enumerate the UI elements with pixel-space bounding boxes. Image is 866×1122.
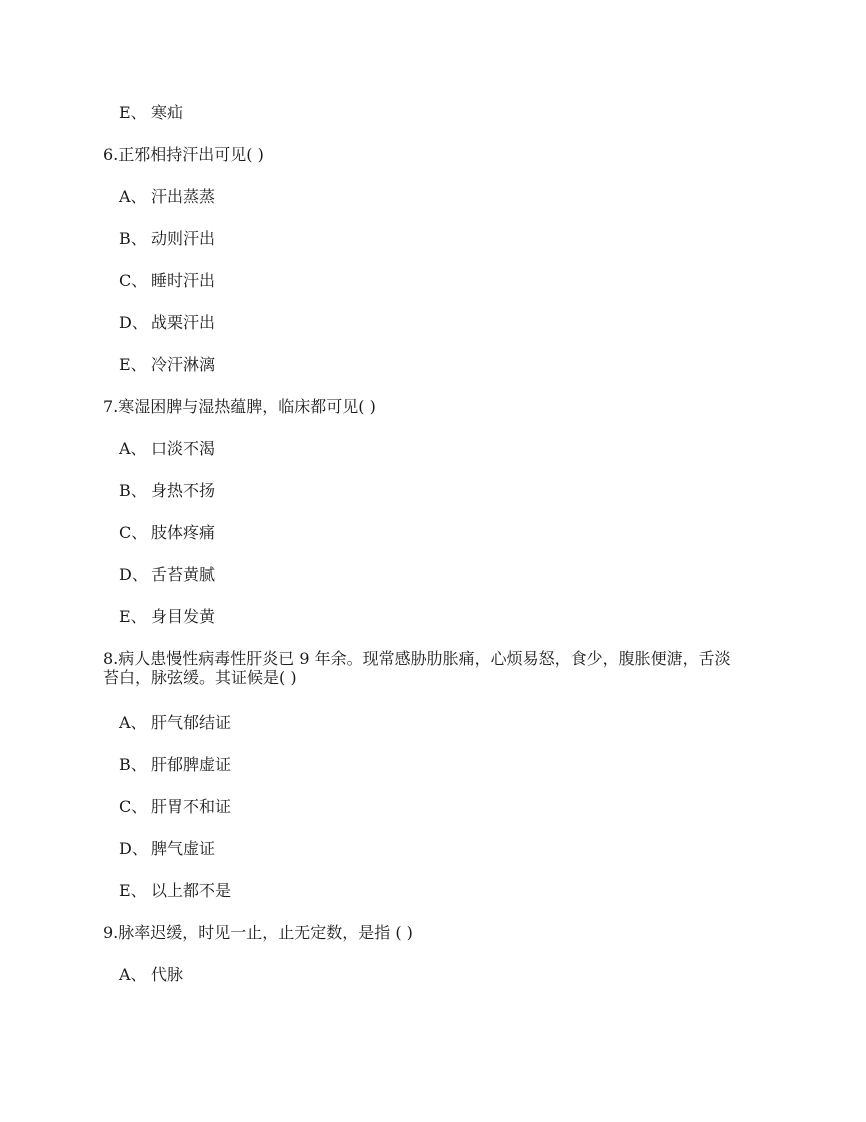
option-e-q8	[119, 881, 231, 900]
option-text: 脾气虚证	[151, 839, 216, 858]
option-letter: E、	[119, 607, 147, 626]
option-text: 舌苔黄腻	[151, 565, 216, 584]
question-7: 7.寒湿困脾与湿热蕴脾，临床都可见( )	[103, 397, 376, 416]
option-letter: C、	[119, 271, 148, 290]
option-letter: E、	[119, 103, 147, 122]
option-text: 冷汗淋漓	[151, 355, 216, 374]
option-d-q7	[119, 565, 215, 584]
option-text: 寒疝	[151, 103, 184, 122]
option-e-q6	[119, 355, 215, 374]
option-letter: B、	[119, 755, 147, 774]
option-e-q5	[119, 103, 183, 122]
option-e-q7	[119, 607, 215, 626]
option-letter: D、	[119, 565, 148, 584]
option-d-q6	[119, 313, 215, 332]
option-text: 肝郁脾虚证	[151, 755, 232, 774]
option-letter: A、	[119, 965, 147, 984]
option-letter: E、	[119, 355, 147, 374]
option-a-q7	[119, 439, 215, 458]
option-c-q8	[119, 797, 231, 816]
option-text: 身目发黄	[151, 607, 216, 626]
option-d-q8	[119, 839, 215, 858]
option-text: 战栗汗出	[151, 313, 216, 332]
option-letter: B、	[119, 229, 147, 248]
question-9: 9.脉率迟缓，时见一止，止无定数，是指 ( )	[103, 923, 413, 942]
option-letter: E、	[119, 881, 147, 900]
option-letter: C、	[119, 523, 148, 542]
option-letter: A、	[119, 187, 147, 206]
option-letter: D、	[119, 839, 148, 858]
option-text: 身热不扬	[151, 481, 216, 500]
option-text: 肝气郁结证	[151, 713, 232, 732]
question-8-line-2: 苔白，脉弦缓。其证候是( )	[103, 668, 297, 687]
option-text: 睡时汗出	[151, 271, 216, 290]
option-letter: C、	[119, 797, 148, 816]
option-text: 肢体疼痛	[151, 523, 216, 542]
option-text: 代脉	[151, 965, 184, 984]
option-a-q8	[119, 713, 231, 732]
option-b-q7	[119, 481, 215, 500]
option-text: 以上都不是	[151, 881, 232, 900]
option-letter: D、	[119, 313, 148, 332]
question-6: 6.正邪相持汗出可见( )	[103, 145, 264, 164]
question-8-line-1: 8.病人患慢性病毒性肝炎已 9 年余。现常感胁肋胀痛，心烦易怒，食少，腹胀便溏，舌淡	[103, 649, 731, 668]
option-letter: B、	[119, 481, 147, 500]
option-text: 口淡不渴	[151, 439, 216, 458]
option-c-q7	[119, 523, 215, 542]
option-text: 汗出蒸蒸	[151, 187, 216, 206]
option-a-q6	[119, 187, 215, 206]
option-c-q6	[119, 271, 215, 290]
option-text: 动则汗出	[151, 229, 216, 248]
option-letter: A、	[119, 439, 147, 458]
option-b-q8	[119, 755, 231, 774]
option-text: 肝胃不和证	[151, 797, 232, 816]
option-letter: A、	[119, 713, 147, 732]
option-a-q9	[119, 965, 183, 984]
option-b-q6	[119, 229, 215, 248]
